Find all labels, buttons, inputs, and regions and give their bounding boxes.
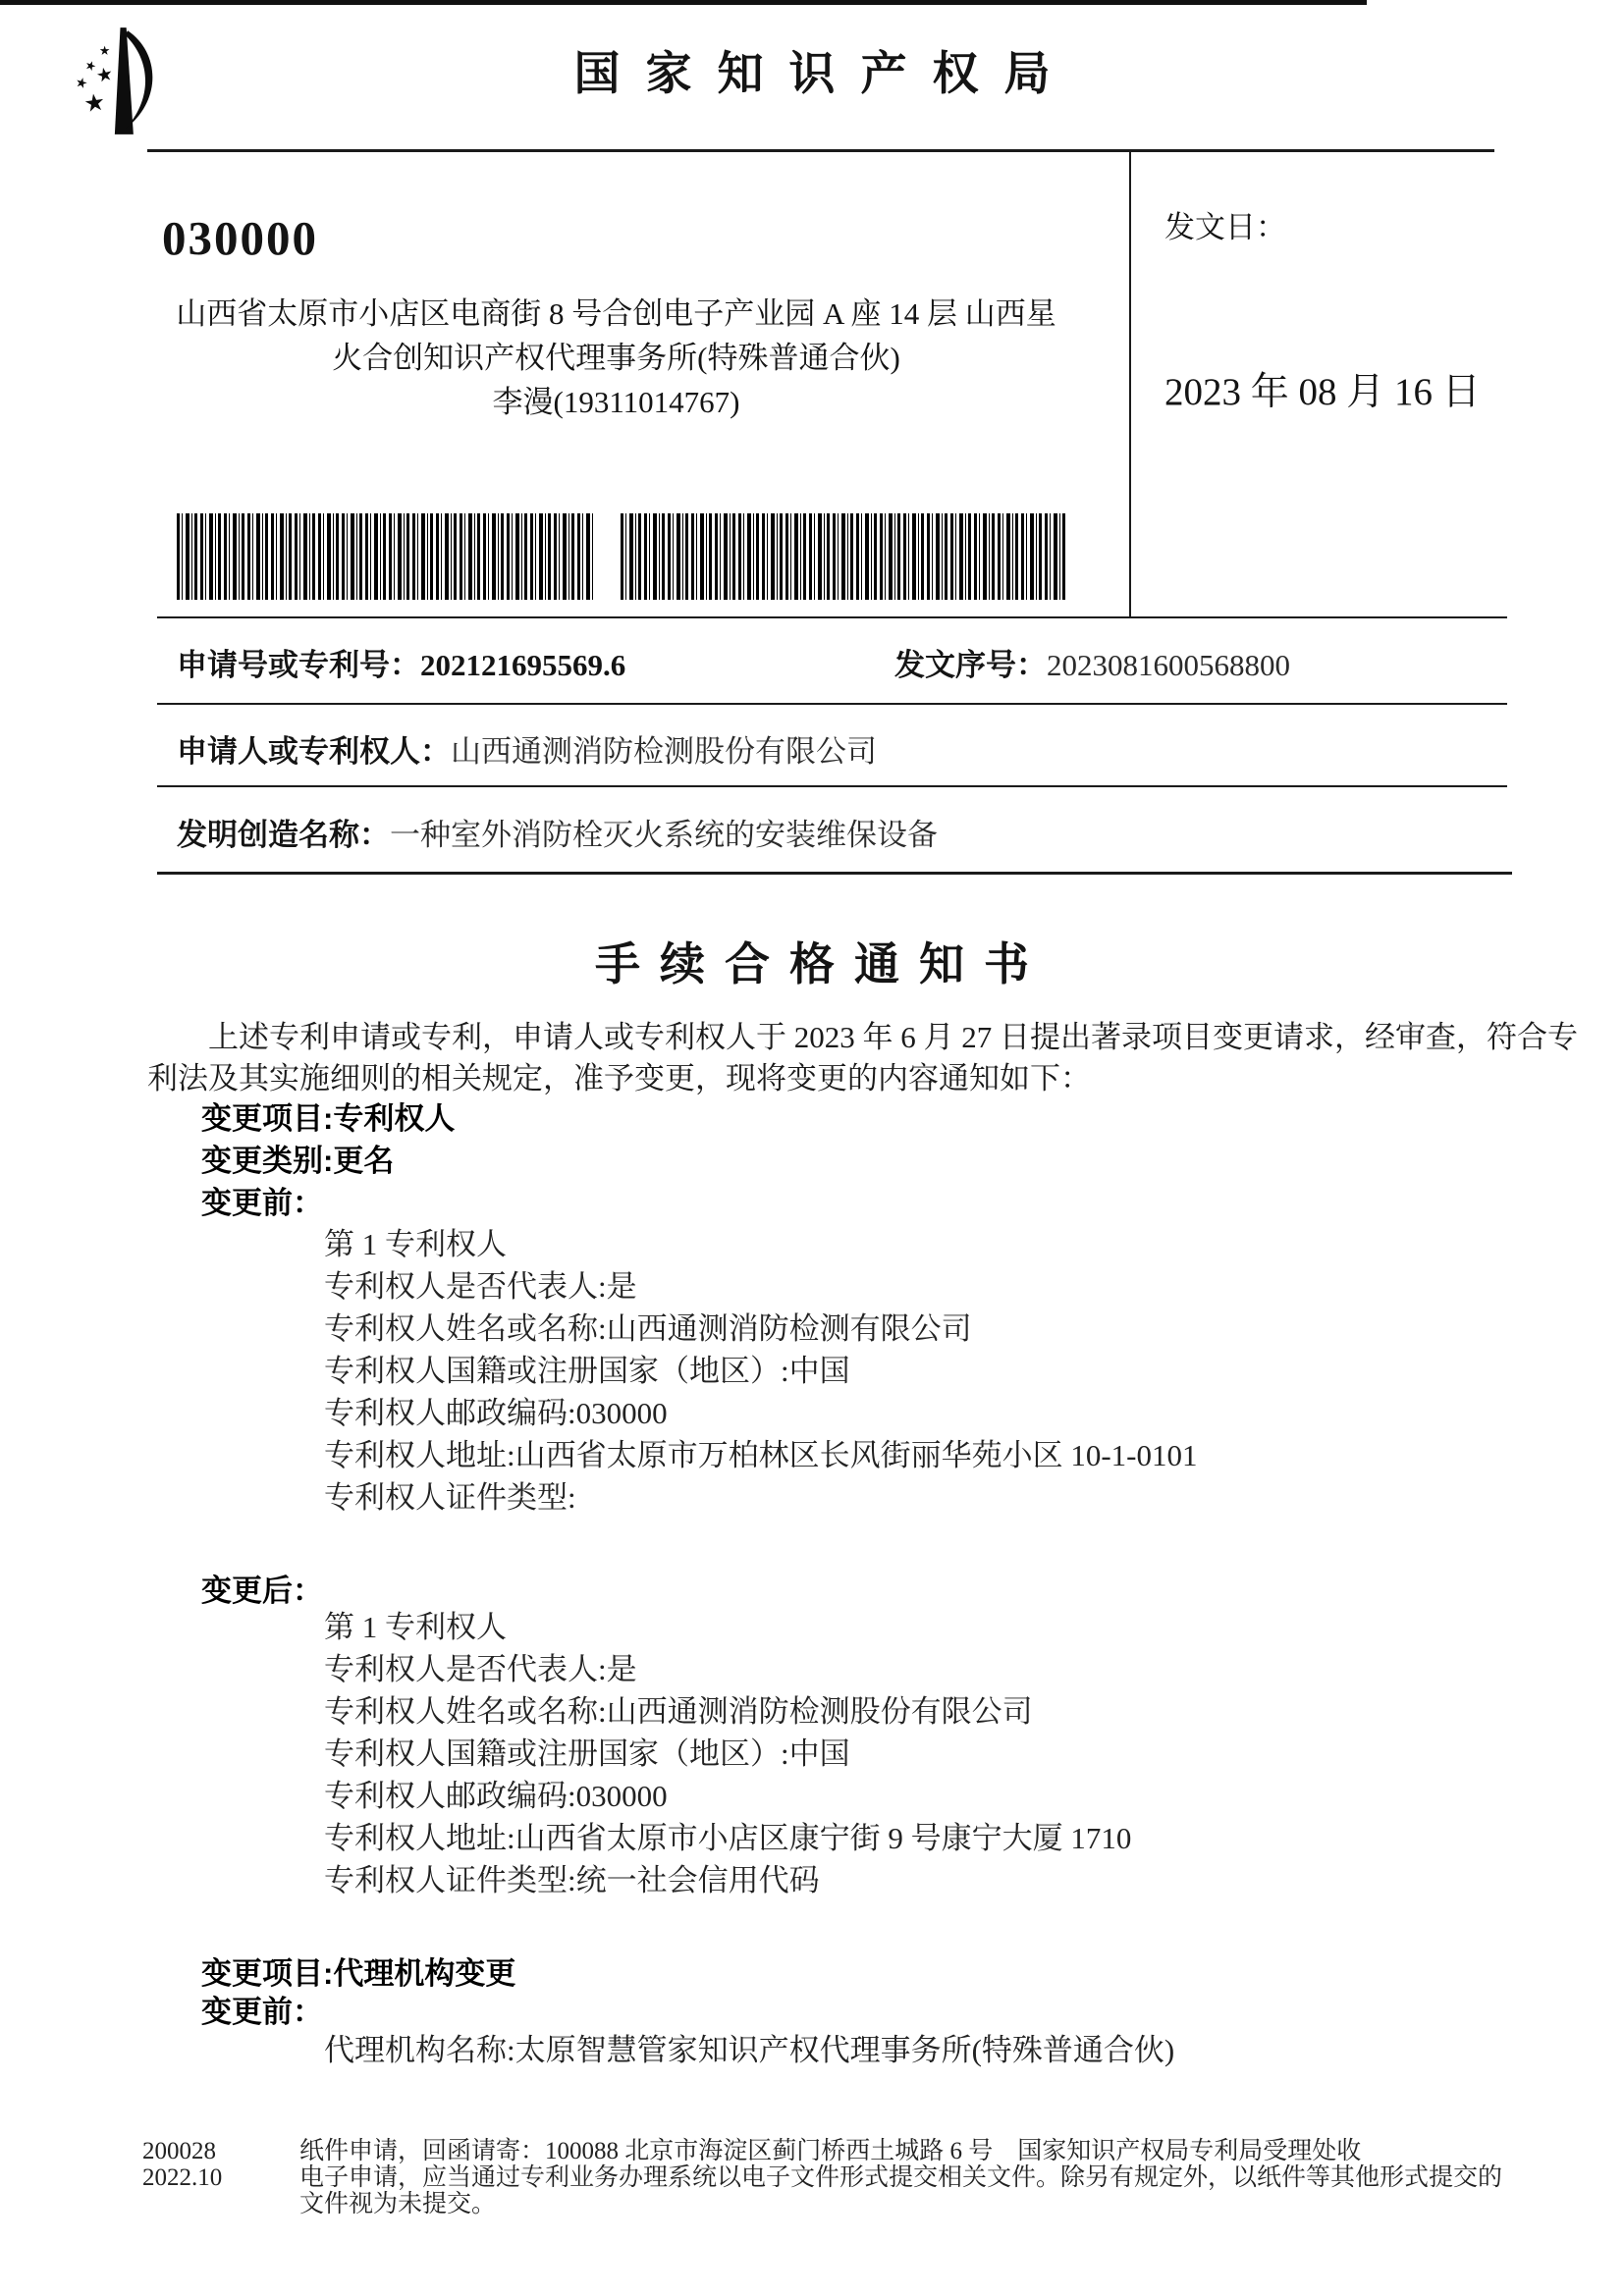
change1-before-label: 变更前： (201, 1186, 323, 1220)
recipient-address-line: 火合创知识产权代理事务所(特殊普通合伙) (332, 341, 900, 375)
detail-line: 专利权人是否代表人:是 (324, 1652, 637, 1686)
detail-line: 第 1 专利权人 (324, 1227, 507, 1261)
footer-line: 纸件申请，回函请寄：100088 北京市海淀区蓟门桥西土城路 6 号 国家知识产权局专利局受理处收 (299, 2138, 1362, 2164)
barcode-image (177, 513, 594, 600)
detail-line: 专利权人证件类型:统一社会信用代码 (324, 1863, 820, 1897)
change2-item-label: 变更项目:代理机构变更 (201, 1956, 516, 1991)
footer-rule (0, 0, 1367, 5)
change1-item-label: 变更项目:专利权人 (201, 1101, 456, 1136)
dispatch-serial-label: 发文序号： (894, 648, 1047, 682)
footer-line: 文件视为未提交。 (299, 2191, 497, 2217)
change1-after-label: 变更后： (201, 1574, 323, 1608)
notice-paragraph-line: 利法及其实施细则的相关规定，准予变更，现将变更的内容通知如下： (147, 1061, 1091, 1095)
date-box-divider (1129, 151, 1131, 618)
recipient-address-line: 山西省太原市小店区电商街 8 号合创电子产业园 A 座 14 层 山西星 (176, 296, 1056, 331)
separator-rule (157, 616, 1507, 618)
dispatch-date-label: 发文日： (1164, 210, 1286, 244)
dispatch-serial-row (894, 640, 1290, 684)
detail-line: 专利权人国籍或注册国家（地区）:中国 (324, 1736, 850, 1771)
detail-line: 专利权人证件类型: (324, 1480, 576, 1515)
application-number-row (177, 640, 625, 684)
form-code: 200028 (142, 2138, 216, 2164)
change2-before-label: 变更前： (201, 1995, 323, 2029)
dispatch-serial-value: 2023081600568800 (1047, 648, 1290, 682)
change1-after-details (324, 1606, 1131, 1901)
detail-line: 专利权人地址:山西省太原市小店区康宁街 9 号康宁大厦 1710 (324, 1821, 1132, 1855)
change1-before-details (324, 1223, 1198, 1519)
applicant-label: 申请人或专利权人： (177, 734, 451, 769)
separator-rule (157, 785, 1507, 787)
detail-line: 专利权人是否代表人:是 (324, 1269, 637, 1304)
detail-line: 专利权人地址:山西省太原市万柏林区长风街丽华苑小区 10-1-0101 (324, 1438, 1198, 1472)
dispatch-date-value: 2023 年 08 月 16 日 (1164, 371, 1481, 413)
applicant-value: 山西通测消防检测股份有限公司 (451, 734, 877, 769)
detail-line: 专利权人姓名或名称:山西通测消防检测股份有限公司 (324, 1694, 1033, 1729)
form-version: 2022.10 (142, 2164, 223, 2191)
separator-rule (157, 872, 1512, 875)
invention-title-row (177, 810, 938, 854)
application-number-label: 申请号或专利号： (177, 648, 420, 682)
application-number-value: 202121695569.6 (420, 648, 626, 682)
detail-line: 第 1 专利权人 (324, 1610, 507, 1644)
invention-title-value: 一种室外消防栓灭火系统的安装维保设备 (390, 818, 938, 852)
notice-paragraph-line: 上述专利申请或专利，申请人或专利权人于 2023 年 6 月 27 日提出著录项目变更请求，经审查，符合专 (208, 1020, 1578, 1054)
header-rule (147, 149, 1494, 152)
recipient-address-line: 李漫(19311014767) (492, 385, 740, 419)
form-code-block (142, 2138, 222, 2191)
detail-line: 专利权人姓名或名称:山西通测消防检测有限公司 (324, 1311, 972, 1346)
detail-line: 代理机构名称:太原智慧管家知识产权代理事务所(特殊普通合伙) (324, 2033, 1175, 2067)
agency-title: 国家知识产权局 (573, 49, 1076, 100)
change1-type-label: 变更类别:更名 (201, 1144, 395, 1178)
recipient-postal-code: 030000 (162, 211, 318, 265)
barcode-image (621, 513, 1068, 600)
invention-title-label: 发明创造名称： (177, 818, 390, 852)
detail-line: 专利权人邮政编码:030000 (324, 1396, 668, 1430)
recipient-address (162, 292, 1070, 424)
separator-rule (157, 703, 1507, 705)
footer-line: 电子申请，应当通过专利业务办理系统以电子文件形式提交相关文件。除另有规定外，以纸件等其他形式提交的 (299, 2164, 1503, 2191)
footer-instructions (299, 2138, 1502, 2217)
detail-line: 专利权人邮政编码:030000 (324, 1779, 668, 1813)
applicant-row (177, 726, 877, 771)
change2-before-details (324, 2029, 1174, 2071)
detail-line: 专利权人国籍或注册国家（地区）:中国 (324, 1354, 850, 1388)
notice-title: 手续合格通知书 (595, 939, 1049, 989)
